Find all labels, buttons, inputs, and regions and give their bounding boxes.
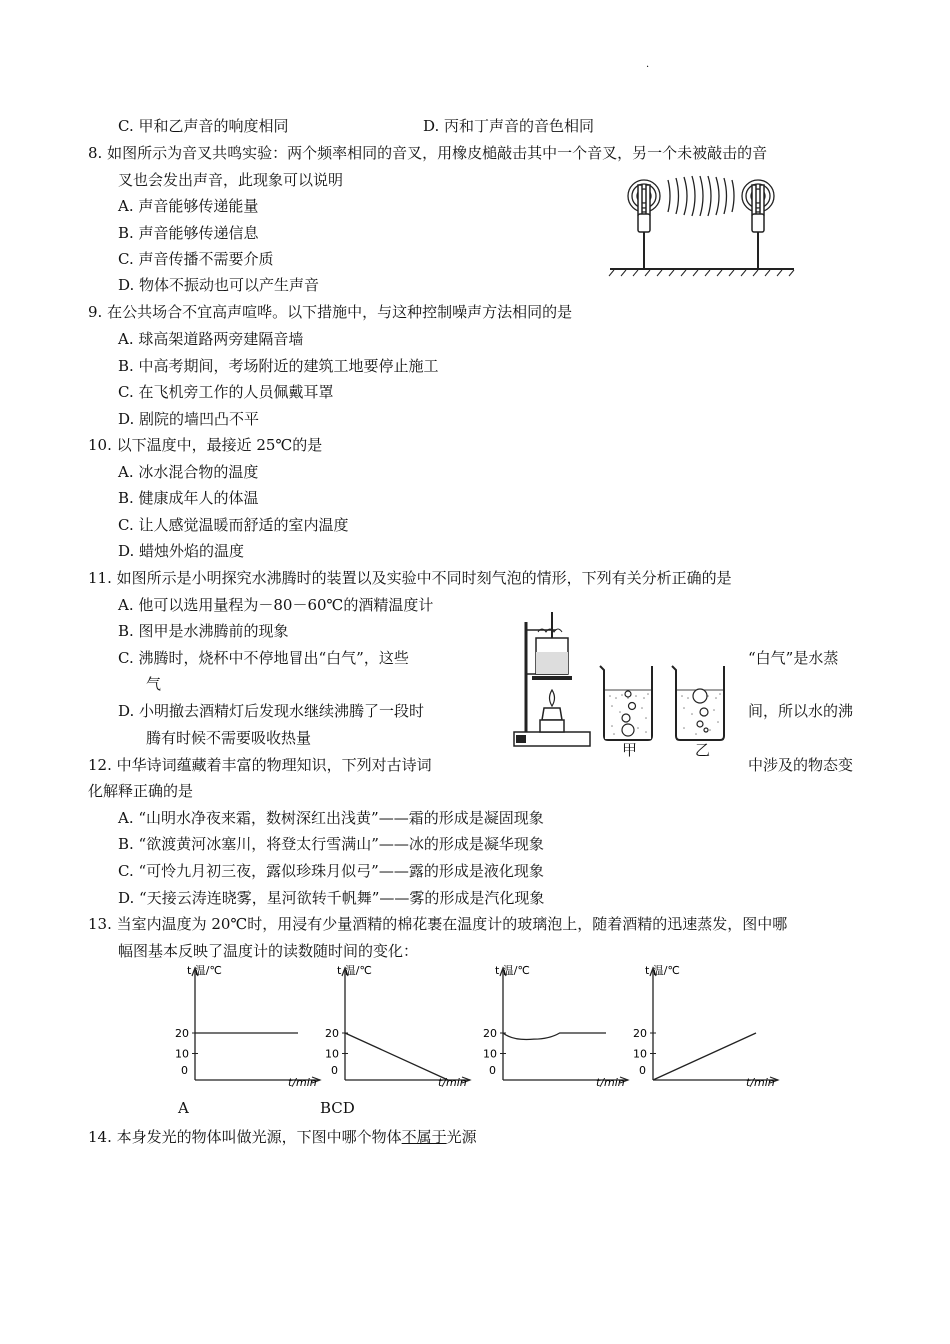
- y-tick-label: 10: [175, 1047, 189, 1061]
- q13-stem-line1: 13. 当室内温度为 20℃时，用浸有少量酒精的棉花裹在温度计的玻璃泡上，随着酒精的迅速蒸发，图中哪: [88, 915, 788, 933]
- x-axis-label: t/min: [438, 1076, 467, 1089]
- q12-option-b: B. “欲渡黄河冰塞川，将登太行雪满山”——冰的形成是凝华现象: [118, 835, 544, 853]
- beaker-label-yi: 乙: [695, 741, 711, 759]
- y-tick-label: 0: [331, 1064, 338, 1077]
- q8-option-b: B. 声音能够传递信息: [118, 224, 259, 242]
- x-axis-label: t/min: [746, 1076, 775, 1089]
- y-tick-label: 10: [325, 1047, 339, 1061]
- series-line: [345, 1033, 448, 1080]
- q12-stem-line1b: 中涉及的物态变: [748, 756, 854, 774]
- q11-option-b: B. 图甲是水沸腾前的现象: [118, 622, 289, 640]
- q8-stem-line2: 叉也会发出声音，此现象可以说明: [118, 171, 344, 189]
- y-tick-label: 20: [325, 1027, 339, 1040]
- q9-option-c: C. 在飞机旁工作的人员佩戴耳罩: [118, 383, 334, 401]
- q12-option-c: C. “可怜九月初三夜，露似珍珠月似弓”——露的形成是液化现象: [118, 862, 544, 880]
- q8-option-c: C. 声音传播不需要介质: [118, 250, 274, 268]
- x-axis-label: t/min: [288, 1076, 317, 1089]
- y-tick-label: 0: [181, 1064, 188, 1077]
- q8-option-a: A. 声音能够传递能量: [118, 197, 259, 215]
- page-dot: ·: [646, 62, 650, 73]
- q11-option-d-line1b: 间，所以水的沸: [748, 702, 854, 720]
- y-tick-label: 20: [633, 1027, 647, 1040]
- graph-b: [320, 962, 470, 1087]
- y-tick-label: 20: [483, 1027, 497, 1040]
- graph-label-a: A: [178, 1099, 189, 1117]
- tuning-fork-figure: [606, 170, 796, 280]
- q9-stem: 9. 在公共场合不宜高声喧哗。以下措施中，与这种控制噪声方法相同的是: [88, 303, 573, 321]
- q8-stem-line1: 8. 如图所示为音叉共鸣实验：两个频率相同的音叉，用橡皮槌敲击其中一个音叉，另一个未被敲击的音: [88, 144, 768, 162]
- graph-c: [478, 962, 628, 1087]
- y-axis-label: t 温/℃: [337, 964, 372, 977]
- series-line: [653, 1033, 756, 1080]
- q8-option-d: D. 物体不振动也可以产生声音: [118, 276, 320, 294]
- y-tick-label: 20: [175, 1027, 189, 1040]
- q14-stem-pre: 14. 本身发光的物体叫做光源，下图中哪个物体: [88, 1128, 402, 1146]
- beaker-label-jia: 甲: [622, 741, 638, 759]
- q10-option-d: D. 蜡烛外焰的温度: [118, 542, 245, 560]
- q12-stem-line1: 12. 中华诗词蕴藏着丰富的物理知识，下列对古诗词: [88, 756, 432, 774]
- y-tick-label: 10: [633, 1047, 647, 1061]
- q12-option-d: D. “天接云涛连晓雾，星河欲转千帆舞”——雾的形成是汽化现象: [118, 889, 545, 907]
- graph-label-bcd: BCD: [320, 1099, 355, 1117]
- q11-option-c-line2: 气: [146, 675, 162, 693]
- q14-stem-underline: 不属于: [401, 1128, 447, 1146]
- q14-stem: [88, 1127, 477, 1147]
- q11-option-d-line2: 腾有时候不需要吸收热量: [146, 729, 312, 747]
- q7-option-c: C. 甲和乙声音的响度相同: [118, 117, 289, 135]
- q13-stem-line2: 幅图基本反映了温度计的读数随时间的变化：: [118, 942, 419, 960]
- q10-option-a: A. 冰水混合物的温度: [118, 463, 259, 481]
- y-tick-label: 10: [483, 1047, 497, 1061]
- q12-option-a: A. “山明水净夜来霜，数树深红出浅黄”——霜的形成是凝固现象: [118, 809, 544, 827]
- q12-stem-line2: 化解释正确的是: [88, 782, 194, 800]
- y-axis-label: t 温/℃: [187, 964, 222, 977]
- y-axis-label: t 温/℃: [495, 964, 530, 977]
- q11-stem: 11. 如图所示是小明探究水沸腾时的装置以及实验中不同时刻气泡的情形，下列有关分析正确的是: [88, 569, 732, 587]
- q9-option-b: B. 中高考期间，考场附近的建筑工地要停止施工: [118, 357, 439, 375]
- graph-a: [170, 962, 320, 1087]
- series-line: [503, 1033, 606, 1040]
- boiling-apparatus-figure: [508, 602, 748, 762]
- q10-stem: 10. 以下温度中，最接近 25℃的是: [88, 436, 323, 454]
- q11-option-d-line1: D. 小明撤去酒精灯后发现水继续沸腾了一段时: [118, 702, 425, 720]
- q11-option-c-line1b: “白气”是水蒸: [748, 649, 839, 667]
- y-tick-label: 0: [489, 1064, 496, 1077]
- y-axis-label: t 温/℃: [645, 964, 680, 977]
- q14-stem-post: 光源: [446, 1128, 477, 1146]
- q10-option-c: C. 让人感觉温暖而舒适的室内温度: [118, 516, 349, 534]
- y-tick-label: 0: [639, 1064, 646, 1077]
- q9-option-a: A. 球高架道路两旁建隔音墙: [118, 330, 304, 348]
- q11-option-a: A. 他可以选用量程为－80－60℃的酒精温度计: [118, 596, 434, 614]
- q10-option-b: B. 健康成年人的体温: [118, 489, 259, 507]
- q7-option-d: D. 丙和丁声音的音色相同: [423, 117, 595, 135]
- graph-d: [628, 962, 778, 1087]
- q11-option-c-line1: C. 沸腾时，烧杯中不停地冒出“白气”，这些: [118, 649, 409, 667]
- q9-option-d: D. 剧院的墙凹凸不平: [118, 410, 260, 428]
- x-axis-label: t/min: [596, 1076, 625, 1089]
